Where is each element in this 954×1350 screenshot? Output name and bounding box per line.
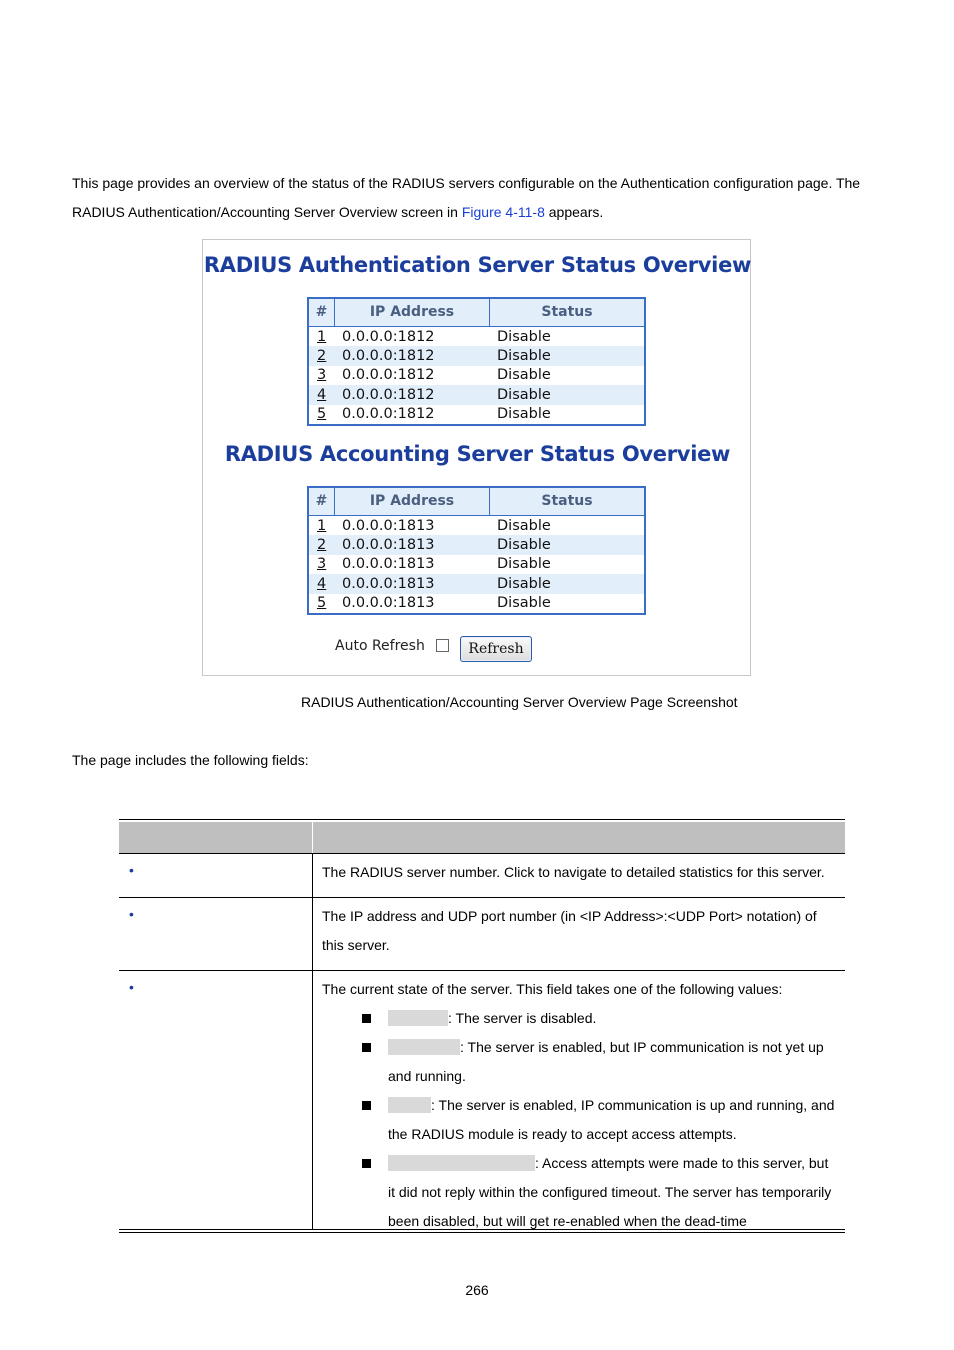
acct-server-ip: 0.0.0.0:1813: [342, 517, 435, 534]
auth-table-header: [309, 299, 644, 327]
auth-overview-title: RADIUS Authentication Server Status Overview: [203, 253, 752, 277]
square-bullet-icon: [362, 1043, 371, 1052]
auth-server-status: Disable: [497, 328, 551, 345]
auth-server-status: Disable: [497, 348, 551, 365]
value-placeholder: [388, 1010, 448, 1026]
intro-line-2-before: RADIUS Authentication/Accounting Server Overview screen in: [72, 204, 462, 220]
field-row-server: [119, 854, 845, 898]
value-description: : The server is enabled, but IP communication is not yet up and running.: [388, 1039, 824, 1084]
auth-server-link[interactable]: 5: [317, 406, 327, 423]
auth-server-link[interactable]: 3: [317, 367, 327, 384]
acct-row: [309, 574, 644, 593]
acct-server-status: Disable: [497, 537, 551, 554]
field-row-ip: [119, 898, 845, 971]
acct-server-status: Disable: [497, 556, 551, 573]
acct-server-link[interactable]: 1: [317, 517, 327, 534]
acct-row: [309, 594, 644, 613]
state-value-item: [322, 1004, 837, 1033]
acct-server-ip: 0.0.0.0:1813: [342, 556, 435, 573]
column-divider: [312, 854, 313, 897]
intro-line-1: This page provides an overview of the status of the RADIUS servers configurable on the Authentication configuration page. The: [72, 175, 861, 191]
square-bullet-icon: [362, 1159, 371, 1168]
acct-server-ip: 0.0.0.0:1813: [342, 537, 435, 554]
acct-row: [309, 535, 644, 554]
acct-server-link[interactable]: 4: [317, 575, 327, 592]
auth-server-ip: 0.0.0.0:1812: [342, 386, 435, 403]
state-value-item: [322, 1033, 837, 1091]
page-number: 266: [465, 1282, 489, 1298]
value-placeholder: [388, 1097, 431, 1113]
header-divider: [312, 822, 313, 853]
auth-header-num: #: [309, 299, 335, 326]
auth-server-ip: 0.0.0.0:1812: [342, 367, 435, 384]
auth-server-link[interactable]: 2: [317, 348, 327, 365]
screenshot-figure: [202, 239, 751, 676]
intro-line-2-after: appears.: [544, 204, 604, 220]
intro-paragraph: [72, 169, 892, 227]
auth-server-status: Disable: [497, 386, 551, 403]
auth-server-status: Disable: [497, 367, 551, 384]
column-divider: [312, 971, 313, 1229]
field-description: The IP address and UDP port number (in <IP Address>:<UDP Port> notation) of this server.: [322, 908, 817, 953]
acct-server-ip: 0.0.0.0:1813: [342, 595, 435, 612]
value-description: : Access attempts were made to this server, but it did not reply within the configured timeout. The server has temporarily been disabled, but will get re-enabled when the dead-time: [388, 1155, 832, 1229]
auth-server-link[interactable]: 1: [317, 328, 327, 345]
bullet-icon: •: [129, 979, 134, 995]
field-description: The RADIUS server number. Click to navigate to detailed statistics for this server.: [322, 864, 825, 880]
state-value-item: [322, 1149, 837, 1236]
auth-server-ip: 0.0.0.0:1812: [342, 406, 435, 423]
auth-row: [309, 385, 644, 404]
acct-header-ip: IP Address: [335, 488, 490, 515]
value-description: : The server is enabled, IP communication is up and running, and the RADIUS module is ready to accept access attempts.: [388, 1097, 835, 1142]
auth-server-ip: 0.0.0.0:1812: [342, 328, 435, 345]
field-row-state: [119, 971, 845, 1229]
auth-row: [309, 405, 644, 424]
acct-header-num: #: [309, 488, 335, 515]
acct-server-link[interactable]: 2: [317, 537, 327, 554]
figure-caption: RADIUS Authentication/Accounting Server Overview Page Screenshot: [301, 694, 738, 710]
acct-row: [309, 516, 644, 535]
acct-server-ip: 0.0.0.0:1813: [342, 575, 435, 592]
acct-server-link[interactable]: 3: [317, 556, 327, 573]
auth-header-ip: IP Address: [335, 299, 490, 326]
auth-server-status: Disable: [497, 406, 551, 423]
square-bullet-icon: [362, 1101, 371, 1110]
auth-row: [309, 346, 644, 365]
figure-link[interactable]: Figure 4-11-8: [461, 204, 545, 220]
auto-refresh-label: Auto Refresh: [335, 638, 425, 654]
auto-refresh-checkbox[interactable]: [436, 639, 449, 652]
fields-table: [119, 819, 845, 1233]
bullet-icon: •: [129, 862, 134, 878]
acct-status-table: [307, 486, 646, 615]
acct-server-status: Disable: [497, 595, 551, 612]
fields-table-header: [119, 822, 845, 854]
square-bullet-icon: [362, 1014, 371, 1023]
state-intro: The current state of the server. This field takes one of the following values:: [322, 981, 783, 997]
table-top-rule: [119, 819, 845, 820]
auth-status-table: [307, 297, 646, 426]
auth-header-status: Status: [541, 304, 593, 320]
auth-row: [309, 327, 644, 346]
acct-header-status: Status: [541, 493, 593, 509]
acct-overview-title: RADIUS Accounting Server Status Overview: [224, 442, 731, 466]
acct-row: [309, 555, 644, 574]
auth-server-link[interactable]: 4: [317, 386, 327, 403]
acct-table-header: [309, 488, 644, 516]
auth-row: [309, 366, 644, 385]
state-value-item: [322, 1091, 837, 1149]
value-placeholder: [388, 1155, 535, 1171]
value-placeholder: [388, 1039, 460, 1055]
value-description: : The server is disabled.: [448, 1010, 597, 1026]
column-divider: [312, 898, 313, 970]
fields-intro: The page includes the following fields:: [72, 752, 309, 768]
field-description: [322, 971, 845, 1242]
acct-server-link[interactable]: 5: [317, 595, 327, 612]
auth-server-ip: 0.0.0.0:1812: [342, 348, 435, 365]
acct-server-status: Disable: [497, 575, 551, 592]
bullet-icon: •: [129, 906, 134, 922]
refresh-button[interactable]: Refresh: [460, 636, 532, 662]
acct-server-status: Disable: [497, 517, 551, 534]
